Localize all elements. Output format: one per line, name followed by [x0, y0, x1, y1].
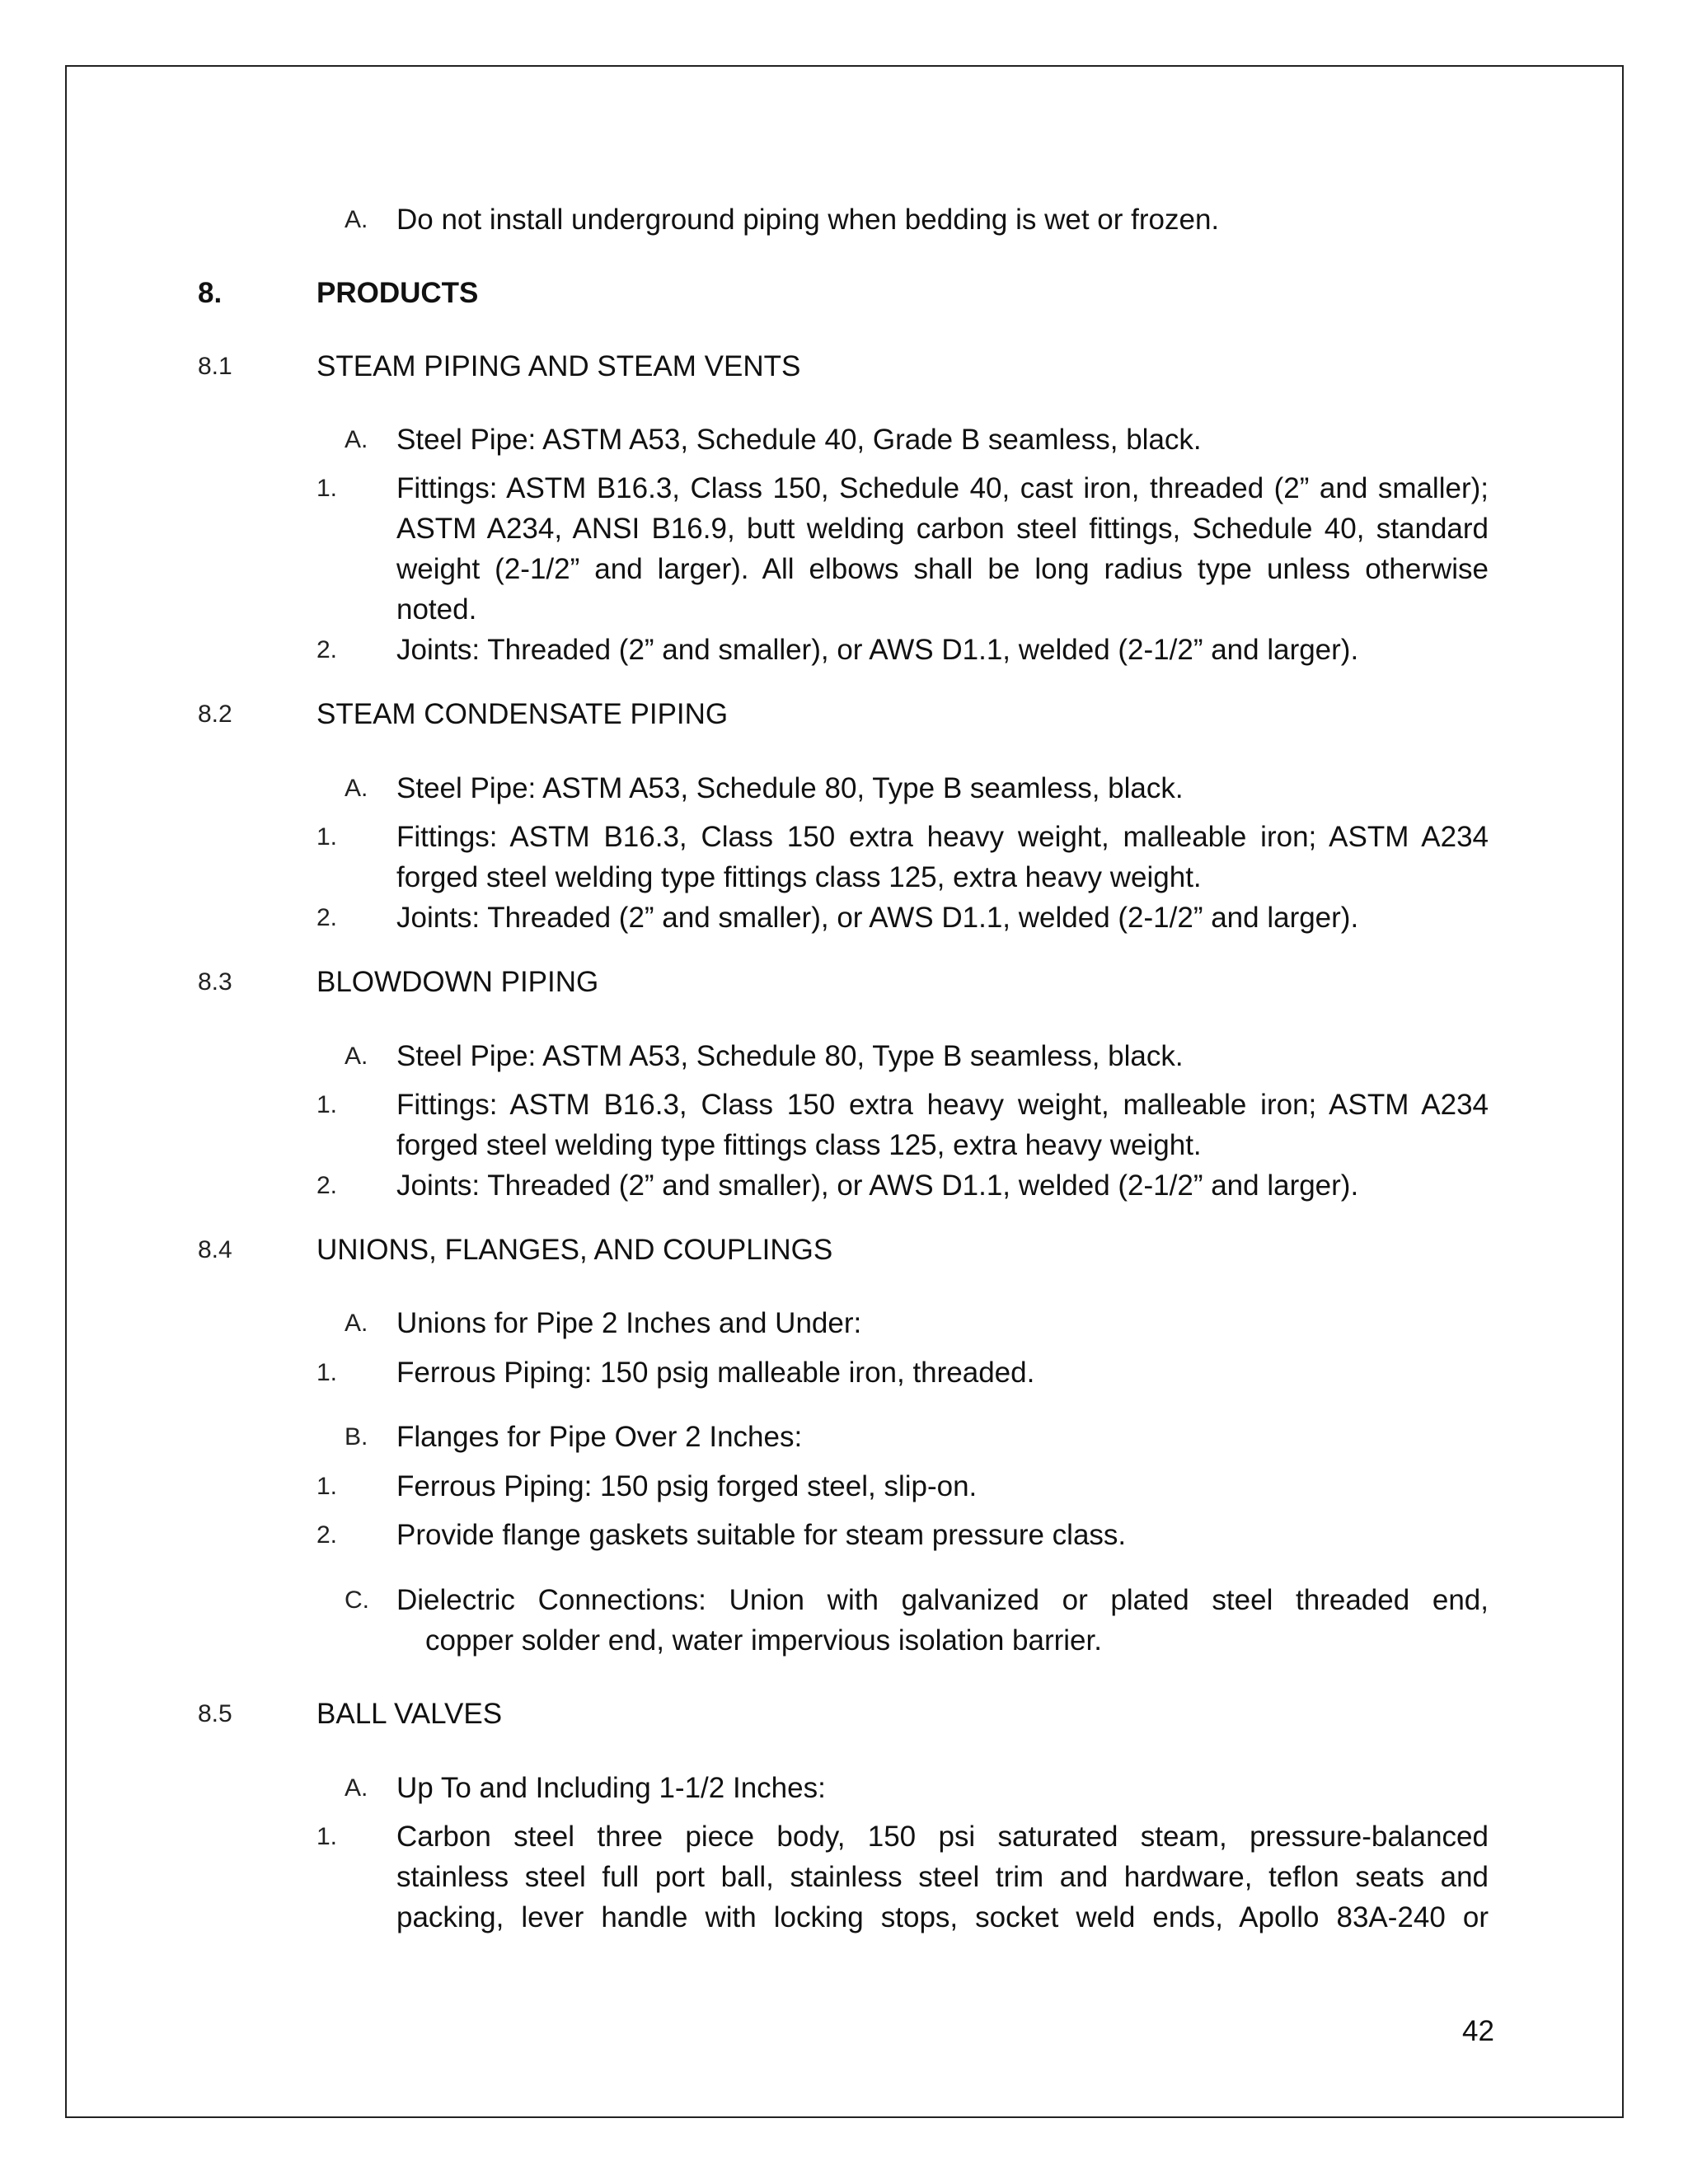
list-marker: A.: [345, 206, 368, 233]
list-item-text: Steel Pipe: ASTM A53, Schedule 40, Grade B seamless, black.: [396, 424, 1202, 456]
list-item-text: Up To and Including 1-1/2 Inches:: [396, 1772, 826, 1804]
list-item-text: Fittings: ASTM B16.3, Class 150 extra heavy weight, malleable iron; ASTM A234 forged steel welding type fittings class 125, extra heavy weight.: [396, 821, 1489, 893]
list-marker: 1.: [316, 1823, 338, 1850]
list-marker: 1.: [316, 823, 338, 851]
list-item-text: Ferrous Piping: 150 psig forged steel, slip-on.: [396, 1470, 978, 1502]
list-marker: A.: [345, 426, 368, 453]
list-marker: 1.: [316, 1091, 338, 1118]
list-marker: 2.: [316, 1521, 338, 1549]
list-marker: 2.: [316, 1172, 338, 1199]
subsection-number: 8.3: [198, 968, 232, 996]
subsection-title: STEAM PIPING AND STEAM VENTS: [316, 350, 801, 382]
list-item-text: Steel Pipe: ASTM A53, Schedule 80, Type B seamless, black.: [396, 1040, 1184, 1072]
list-marker: C.: [345, 1586, 369, 1614]
list-marker: A.: [345, 1043, 368, 1070]
list-marker: A.: [345, 1774, 368, 1802]
list-item-text: packing, lever handle with locking stops, socket weld ends, Apollo 83A-240 or: [396, 1901, 1489, 1933]
page-number: 42: [1462, 2015, 1494, 2047]
list-item-text-continued: copper solder end, water impervious isolation barrier.: [425, 1624, 1102, 1657]
section-number: 8.: [198, 277, 223, 309]
subsection-number: 8.4: [198, 1236, 232, 1263]
list-item-text: Joints: Threaded (2” and smaller), or AWS D1.1, welded (2-1/2” and larger).: [396, 1169, 1359, 1202]
list-marker: A.: [345, 775, 368, 802]
list-marker: A.: [345, 1310, 368, 1337]
list-item-text: Unions for Pipe 2 Inches and Under:: [396, 1307, 862, 1339]
list-marker: 1.: [316, 475, 338, 502]
section-title: PRODUCTS: [316, 277, 479, 309]
list-item-text: Flanges for Pipe Over 2 Inches:: [396, 1421, 803, 1453]
list-item-text: Ferrous Piping: 150 psig malleable iron, threaded.: [396, 1357, 1035, 1389]
subsection-title: UNIONS, FLANGES, AND COUPLINGS: [316, 1234, 833, 1266]
list-item-text: Joints: Threaded (2” and smaller), or AWS D1.1, welded (2-1/2” and larger).: [396, 634, 1359, 666]
subsection-number: 8.5: [198, 1700, 232, 1727]
list-marker: 2.: [316, 636, 338, 663]
subsection-title: BLOWDOWN PIPING: [316, 966, 599, 998]
list-item-text: Carbon steel three piece body, 150 psi saturated steam, pressure-balanced: [396, 1821, 1489, 1853]
subsection-title: STEAM CONDENSATE PIPING: [316, 698, 729, 730]
list-item-text: Fittings: ASTM B16.3, Class 150 extra heavy weight, malleable iron; ASTM A234 forged steel welding type fittings class 125, extra heavy weight.: [396, 1089, 1489, 1161]
list-item-text: Dielectric Connections: Union with galvanized or plated steel threaded end,: [396, 1584, 1489, 1616]
subsection-title: BALL VALVES: [316, 1698, 503, 1730]
list-item-text: stainless steel full port ball, stainless steel trim and hardware, teflon seats and: [396, 1861, 1489, 1893]
subsection-number: 8.2: [198, 701, 232, 728]
list-marker: 1.: [316, 1473, 338, 1500]
list-item-text: Steel Pipe: ASTM A53, Schedule 80, Type B seamless, black.: [396, 772, 1184, 804]
list-item-text: Provide flange gaskets suitable for steam pressure class.: [396, 1519, 1127, 1551]
list-marker: 1.: [316, 1359, 338, 1386]
list-marker: B.: [345, 1423, 368, 1451]
list-item-text: Fittings: ASTM B16.3, Class 150, Schedule 40, cast iron, threaded (2” and smaller); ASTM A234, ANSI B16.9, butt welding carbon steel fittings, Schedule 40, standard weight (2-1/2” and larger). All elbows shall be long radius type unless otherwise noted.: [396, 472, 1489, 626]
list-marker: 2.: [316, 904, 338, 931]
list-item-text: Do not install underground piping when bedding is wet or frozen.: [396, 204, 1220, 236]
subsection-number: 8.1: [198, 353, 232, 380]
list-item-text: Joints: Threaded (2” and smaller), or AWS D1.1, welded (2-1/2” and larger).: [396, 902, 1359, 934]
